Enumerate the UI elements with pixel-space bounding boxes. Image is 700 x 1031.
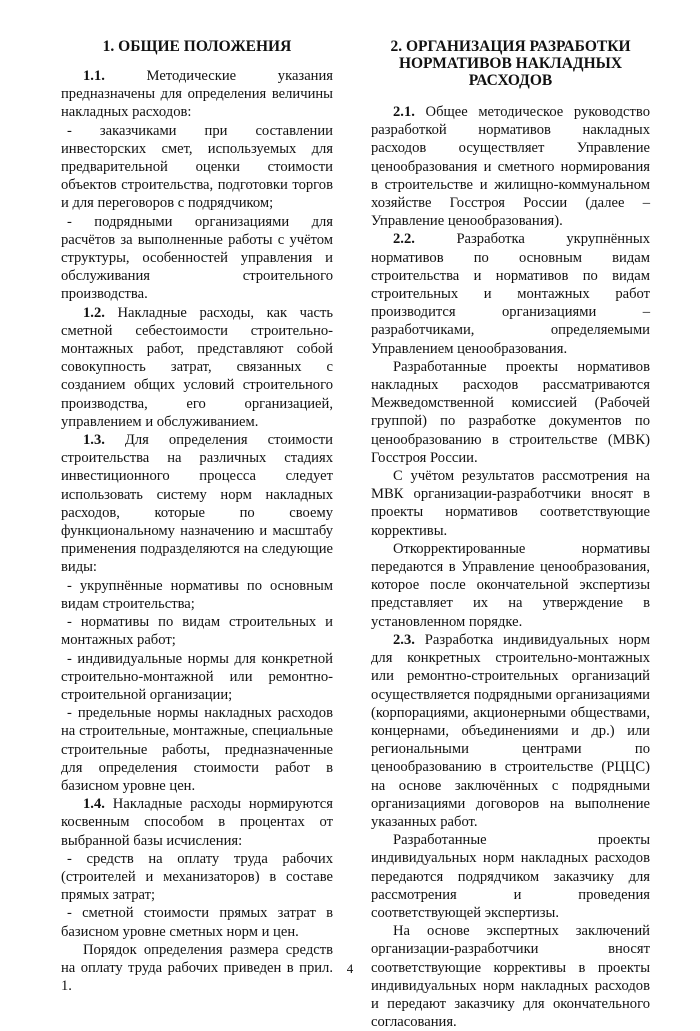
paragraph-text: Разработанные проекты нормативов накладных расходов рассматриваются Межведомственной комиссией (Рабочей группой) по разработке документов по ценообразованию в строительстве (МВК) Госстроя России. [371,358,650,466]
section-1-heading: 1. ОБЩИЕ ПОЛОЖЕНИЯ [102,38,292,55]
paragraph-1-4 [61,795,333,850]
paragraph-1-1 [61,67,333,122]
paragraph-text: Для определения стоимости строительства на различных стадиях инвестиционного процесса следует использовать систему норм накладных расходов, которые по своему функциональному назначению и масштабу применения подразделяются на следующие виды: [61,432,333,576]
clause-number: 1.2. [83,304,105,321]
right-column [371,38,650,1031]
section-2-heading: 2. ОРГАНИЗАЦИЯ РАЗРАБОТКИ НОРМАТИВОВ НАКЛАДНЫХ РАСХОДОВ [390,38,631,89]
paragraph-text: На основе экспертных заключений организации-разработчики вносят соответствующие коррективы в проекты индивидуальных норм накладных расходов и передают заказчику для окончательного согласования. [371,923,650,1031]
paragraph-1-2 [61,304,333,431]
left-column [61,38,333,995]
paragraph-text: Порядок определения размера средств на оплату труда рабочих приведен в прил. 1. [61,941,333,995]
paragraph-text: Откорректированные нормативы передаются в Управление ценообразования, которое после окончательной экспертизы представляет их на утверждение в установленном порядке. [371,540,650,630]
clause-number: 2.3. [393,631,415,648]
paragraph-text: Разработанные проекты индивидуальных норм накладных расходов передаются подрядчиком заказчику для рассмотрения и проведения соответствующей экспертизы. [371,832,650,921]
clause-number: 2.2. [393,231,415,248]
page-number: 4 [346,961,354,976]
clause-number: 1.4. [83,796,105,813]
paragraph-1-3 [61,431,333,577]
list-item: - укрупнённые нормативы по основным видам строительства; [61,577,333,612]
list-item: - предельные нормы накладных расходов на строительные, монтажные, специальные строительные работы, предназначенные для определения стоимости работ в базисном уровне цен. [61,705,333,794]
list-item: - сметной стоимости прямых затрат в базисном уровне сметных норм и цен. [61,905,333,940]
paragraph-2-1 [371,103,650,230]
clause-number: 1.3. [83,432,105,449]
paragraph-text: Методические указания предназначены для определения величины накладных расходов: [61,68,333,121]
clause-number: 2.1. [393,104,415,120]
paragraph-text: Разработка укрупнённых нормативов по основным видам строительства и нормативов по видам строительных и монтажных работ производится организациями – разработчиками, определяемыми Управлением ценообразования. [371,231,650,357]
paragraph-text: Накладные расходы, как часть сметной себестоимости строительно-монтажных работ, представляют собой совокупность затрат, связанных с созданием общих условий строительного производства, его организацией, управлением и обслуживанием. [61,304,333,430]
paragraph-text: Накладные расходы нормируются косвенным способом в процентах от выбранной базы исчисления: [61,796,333,849]
paragraph-2-3 [371,631,650,831]
paragraph-2-2 [371,230,650,357]
paragraph-text: С учётом результатов рассмотрения на МВК организации-разработчики вносят в проекты нормативов соответствующие коррективы. [371,468,650,539]
list-item: - индивидуальные нормы для конкретной строительно-монтажной или ремонтно-строительной организации; [61,650,333,703]
list-item: - средств на оплату труда рабочих (строителей и механизаторов) в составе прямых затрат; [61,850,333,904]
clause-number: 1.1. [83,68,105,84]
list-item: - нормативы по видам строительных и монтажных работ; [61,614,333,649]
paragraph-text: Общее методическое руководство разработкой нормативов накладных расходов осуществляет Управление ценообразования и сметного нормирования в строительстве и жилищно-коммунальном хозяйстве Госстроя России (далее – Управление ценообразования). [371,104,650,230]
list-item: - заказчиками при составлении инвесторских смет, используемых для предварительной оценки стоимости объектов строительства, подготовки торгов и для переговоров с подрядчиком; [61,122,333,212]
list-item: - подрядными организациями для расчётов за выполненные работы с учётом структуры, особенностей управления и обслуживания строительного производства. [61,213,333,303]
paragraph-text: Разработка индивидуальных норм для конкретных строительно-монтажных или ремонтно-строительных организаций осуществляется подрядными организациями (корпорациями, акционерными обществами, концернами, объединениями и др.) или региональными центрами по ценообразованию в строительстве (РЦЦС) на основе заключённых с подрядными организациями договоров на выполнение указанных работ. [371,631,650,830]
